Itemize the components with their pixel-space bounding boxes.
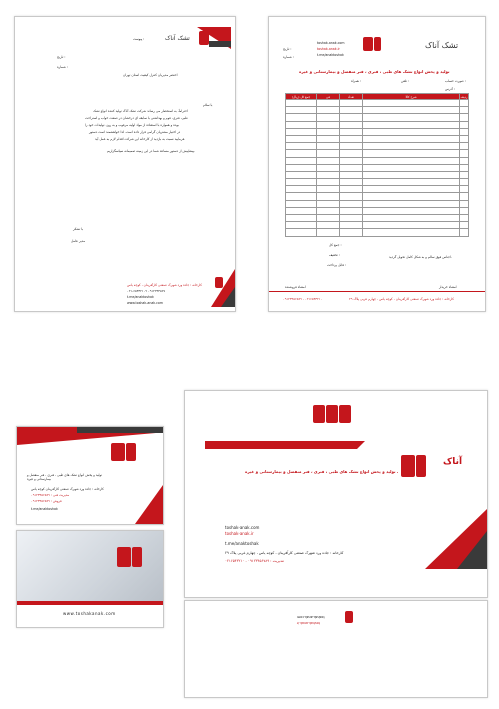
letterhead-logo — [199, 31, 209, 45]
logo-mark-icon — [401, 455, 415, 477]
invoice-table-cell — [340, 200, 363, 207]
letterhead-footer-address: کارخانه : جاده ورد شهرک صنعتی کارآفرینان ، کوچه یاس — [127, 283, 202, 287]
letterhead-brand: تشک آناک — [165, 35, 190, 42]
invoice-table-cell — [460, 207, 469, 214]
invoice-table-cell — [340, 100, 363, 107]
logo-mark-icon-2 — [126, 443, 136, 461]
card-front-address: کارخانه : جاده ورد شهرک صنعتی کارآفرینان کوچه یاس — [31, 487, 104, 491]
invoice-phone-label: تلفن : — [401, 79, 410, 83]
invoice-table-cell — [286, 100, 317, 107]
invoice-table-cell — [363, 135, 460, 142]
invoice-table-cell — [317, 207, 340, 214]
envelope-brand-mark: آناک — [443, 457, 463, 467]
invoice-table-cell — [340, 207, 363, 214]
invoice-table — [285, 93, 469, 237]
invoice-table-cell — [317, 121, 340, 128]
invoice-table-row — [286, 179, 469, 186]
invoice-table-cell — [460, 100, 469, 107]
invoice-address-label: آدرس : — [445, 87, 455, 91]
letterhead-number-label: شماره : — [57, 65, 68, 69]
envelope-phone: مدیریت : ۰۹۱۲۳۴۵۶۷۸۹ - ۰۲۱۶۵۴۳۲۱۰ — [225, 559, 284, 563]
envelope-sheet — [184, 390, 488, 598]
logo-mark-icon — [363, 37, 373, 51]
letterhead-body-5: فرمایید نسبت به بازدید از کارخانه این شرکت اقدام لازم به عمل آید. — [95, 137, 186, 141]
logo-mark-icon — [117, 547, 131, 567]
invoice-table-cell — [340, 193, 363, 200]
invoice-table-cell — [460, 200, 469, 207]
invoice-payable-label: قابل پرداخت : — [327, 263, 346, 267]
envelope-tagline: تولید و پخش انواع تشک های طبی ، فنری ، فنر منفصل و بیمارستانی و غیره . — [245, 469, 399, 474]
card-front-phone2: ۰۹۱۲۳۴۵۶۷۸۹ : فروش — [31, 499, 62, 503]
logo-mark-icon-2 — [326, 405, 338, 423]
invoice-table-cell — [363, 207, 460, 214]
invoice-table-cell — [286, 128, 317, 135]
invoice-table-cell — [340, 150, 363, 157]
invoice-table-cell — [340, 229, 363, 236]
letterhead-date-label: تاریخ : — [57, 55, 66, 59]
invoice-table-cell — [460, 128, 469, 135]
logo-mark-icon-3 — [339, 405, 351, 423]
invoice-table-cell — [363, 215, 460, 222]
invoice-website: toshak-anak.com — [317, 41, 345, 45]
invoice-table-cell — [363, 128, 460, 135]
invoice-table-row — [286, 135, 469, 142]
invoice-table-row — [286, 207, 469, 214]
envelope-back-website: toshak-anak.com — [297, 615, 325, 620]
invoice-footer-bar — [269, 291, 485, 292]
letterhead-footer-social: t.me/anaktoshak — [127, 295, 154, 299]
invoice-table-row — [286, 100, 469, 107]
invoice-discount-label: تخفیف : — [329, 253, 340, 257]
invoice-table-cell — [340, 157, 363, 164]
invoice-table-cell — [340, 179, 363, 186]
invoice-table-cell — [317, 193, 340, 200]
invoice-logo — [363, 37, 381, 51]
invoice-total-label: جمع کل : — [329, 243, 342, 247]
logo-mark-icon-2 — [374, 37, 381, 51]
logo-mark-icon — [313, 405, 325, 423]
letterhead-footer-logo — [215, 277, 223, 288]
invoice-table-cell — [460, 179, 469, 186]
invoice-table-row — [286, 186, 469, 193]
letterhead-footer-phone: ۰۲۱-۶۵۴۳۲۱۰۹ ۰۹۱۲۲۳۴۵۶۷ — [127, 289, 166, 293]
invoice-table-cell — [460, 135, 469, 142]
invoice-date-label: تاریخ : — [283, 47, 292, 51]
logo-mark-icon-2 — [416, 455, 426, 477]
card-front-logo — [111, 443, 136, 461]
letterhead-top-dark-bar — [209, 41, 231, 47]
invoice-table-cell — [317, 200, 340, 207]
envelope-red-band-left — [205, 441, 365, 449]
invoice-table-cell — [317, 135, 340, 142]
invoice-table-cell — [286, 222, 317, 229]
invoice-table-cell — [363, 229, 460, 236]
invoice-table-cell — [363, 193, 460, 200]
invoice-table-cell — [340, 121, 363, 128]
envelope-top-logo — [313, 405, 351, 423]
invoice-table-cell — [363, 186, 460, 193]
envelope-main-logo — [401, 455, 426, 477]
invoice-table-row — [286, 229, 469, 236]
letterhead-body-4: در اختیار مشتریان گرامی قرار داده است. لذا خواهشمند است دستور — [89, 130, 181, 134]
invoice-table-cell — [286, 135, 317, 142]
invoice-table-cell — [317, 107, 340, 114]
letterhead-sign-title: مدیر عامل — [71, 239, 86, 243]
invoice-table-cell — [286, 121, 317, 128]
invoice-table-cell — [317, 128, 340, 135]
invoice-sheet — [268, 16, 486, 312]
invoice-table-cell — [317, 171, 340, 178]
invoice-table-cell — [460, 193, 469, 200]
invoice-table-body — [286, 100, 469, 237]
invoice-table-cell — [317, 222, 340, 229]
invoice-table-cell — [286, 186, 317, 193]
letterhead-sheet — [14, 16, 236, 312]
invoice-table-cell — [317, 157, 340, 164]
invoice-table-cell — [286, 164, 317, 171]
col-row: ردیف — [460, 94, 468, 99]
invoice-table-cell — [363, 200, 460, 207]
invoice-table-cell — [317, 215, 340, 222]
card-front-social: t.me/anaktoshak — [31, 507, 58, 511]
invoice-table-row — [286, 215, 469, 222]
letterhead-body-1: احتراماً، به استحضار می رساند شرکت تشک آناک تولید کننده انواع تشک — [93, 109, 188, 113]
logo-mark-icon — [345, 611, 353, 623]
invoice-table-row — [286, 200, 469, 207]
envelope-address: کارخانه : جاده ورد شهرک صنعتی کارآفرینان ، کوچه یاس ، چهارم غربی پلاک ۲۹ — [225, 551, 344, 555]
invoice-table-cell — [286, 150, 317, 157]
invoice-table-cell — [340, 186, 363, 193]
invoice-table-cell — [460, 114, 469, 121]
letterhead-footer-web: www.toshak-anak.com — [127, 301, 163, 305]
card-front-tagline: تولید و پخش انواع تشک های طبی ، فنری ، فنر منفصل و بیمارستانی و غیره — [27, 473, 102, 482]
col-total: جمع کل (ریال) — [286, 94, 317, 100]
invoice-footer-phone: ۰۹۱۲۳۴۵۶۷۸۹ - ۰۲۱۶۵۴۳۲۱۰ — [283, 297, 323, 301]
col-qty: تعداد — [340, 94, 363, 100]
invoice-social: t.me/anaktoshak — [317, 53, 344, 57]
logo-mark-icon-2 — [132, 547, 142, 567]
invoice-table-cell — [363, 164, 460, 171]
invoice-table-cell — [460, 229, 469, 236]
invoice-table-cell — [363, 171, 460, 178]
invoice-table-cell — [340, 107, 363, 114]
invoice-table-cell — [340, 222, 363, 229]
invoice-table-cell — [363, 157, 460, 164]
invoice-table-cell — [363, 143, 460, 150]
invoice-table-row — [286, 171, 469, 178]
letterhead-recipient: احتضر مدیریان کنترل کیفیت استان تهران — [123, 73, 178, 77]
invoice-table-cell — [460, 150, 469, 157]
invoice-seller-sign: امضاء فروشنده — [285, 285, 306, 289]
card-back-logo — [117, 547, 142, 567]
invoice-table-cell — [363, 222, 460, 229]
letterhead-body-3: بوده و همواره با استفاده از مواد اولیه مرغوب و به روز، تولیدات خود را — [85, 123, 179, 127]
logo-mark-icon — [199, 31, 209, 45]
card-front-phone1: ۰۹۱۲۳۴۵۶۷۸۹ : مدیریت فنی — [31, 493, 70, 497]
logo-mark-icon — [111, 443, 125, 461]
letterhead-closing: پیشاپیش از دستور مساعد شما در این زمینه صمیمانه سپاسگزاریم. — [107, 149, 196, 153]
card-front-sheet — [16, 426, 164, 525]
invoice-table-cell — [286, 114, 317, 121]
invoice-table-cell — [317, 179, 340, 186]
invoice-table-row — [286, 150, 469, 157]
invoice-table-row — [286, 121, 469, 128]
card-back-red-band — [17, 601, 163, 605]
invoice-table-cell — [286, 215, 317, 222]
invoice-table-cell — [317, 143, 340, 150]
invoice-table-cell — [460, 107, 469, 114]
invoice-tagline: تولید و پخش انواع تشک های طبی ، فنری ، فنر منفصل و بیمارستانی و غیره — [299, 69, 450, 74]
card-front-bottom-red — [135, 485, 163, 524]
invoice-table-cell — [460, 143, 469, 150]
invoice-table-cell — [460, 171, 469, 178]
invoice-number-label: شماره : — [283, 55, 294, 59]
invoice-table-row — [286, 164, 469, 171]
invoice-table-row — [286, 107, 469, 114]
invoice-table-row — [286, 157, 469, 164]
invoice-table-cell — [317, 229, 340, 236]
invoice-table-cell — [286, 207, 317, 214]
invoice-table-cell — [317, 150, 340, 157]
envelope-social: t.me/anaktoshak — [225, 541, 259, 546]
invoice-website2: toshak-anak.ir — [317, 47, 340, 51]
invoice-table-cell — [317, 186, 340, 193]
invoice-buyer-sign: امضاء خریدار — [439, 285, 457, 289]
logo-mark-icon — [215, 277, 223, 288]
card-back-website: www.toshakanak.com — [63, 611, 116, 616]
invoice-table-cell — [286, 107, 317, 114]
invoice-table-cell — [363, 114, 460, 121]
invoice-table-row — [286, 193, 469, 200]
invoice-table-cell — [286, 193, 317, 200]
invoice-table-cell — [363, 150, 460, 157]
envelope-website: toshak-anak.com — [225, 525, 260, 530]
envelope-website2: toshak-anak.ir — [225, 531, 254, 536]
invoice-table-cell — [340, 143, 363, 150]
invoice-table-cell — [286, 229, 317, 236]
col-fee: فی — [317, 94, 340, 100]
invoice-buyer-label: صورت حساب : — [445, 79, 466, 83]
invoice-table-cell — [317, 114, 340, 121]
invoice-table-cell — [363, 121, 460, 128]
card-back-sheet — [16, 530, 164, 628]
invoice-table-cell — [340, 164, 363, 171]
invoice-table-cell — [363, 179, 460, 186]
invoice-table-cell — [286, 171, 317, 178]
invoice-table-cell — [286, 200, 317, 207]
invoice-note: اجناس فوق سالم و به شکل کامل تحویل گردید. — [389, 255, 452, 259]
letterhead-greeting: با سلام — [203, 103, 213, 107]
invoice-table-cell — [340, 114, 363, 121]
col-desc: شرح کالا — [363, 94, 460, 100]
invoice-table-cell — [460, 215, 469, 222]
letterhead-body-2: طبی، فنری، فوم و بهداشتی با سابقه ای درخشان در صنعت خواب و استراحت — [85, 116, 188, 120]
invoice-brand: تشک آناک — [425, 41, 459, 50]
invoice-table-row — [286, 128, 469, 135]
invoice-table-cell — [286, 157, 317, 164]
invoice-table-cell — [340, 215, 363, 222]
invoice-table-cell — [460, 164, 469, 171]
invoice-table-row — [286, 143, 469, 150]
envelope-back-website2: toshak-anak.ir — [297, 621, 320, 626]
invoice-table-cell — [460, 121, 469, 128]
invoice-table-cell — [286, 143, 317, 150]
invoice-footer-address: کارخانه : جاده ورد شهرک صنعتی کارآفرینان ، کوچه یاس ، چهارم غربی پلاک ۲۹ — [349, 297, 454, 301]
letterhead-sign-thanks: با تشکر — [73, 227, 84, 231]
invoice-table-cell — [340, 135, 363, 142]
envelope-back-logo — [345, 611, 353, 623]
invoice-table-cell — [286, 179, 317, 186]
invoice-table-cell — [460, 186, 469, 193]
invoice-table-cell — [317, 164, 340, 171]
invoice-table-row — [286, 114, 469, 121]
invoice-table-cell — [317, 100, 340, 107]
invoice-table-row — [286, 222, 469, 229]
invoice-table-cell — [340, 128, 363, 135]
letterhead-attachment-label: پیوست : — [133, 37, 145, 41]
invoice-table-cell — [460, 222, 469, 229]
card-front-dark-band — [77, 427, 163, 433]
invoice-table-cell — [363, 100, 460, 107]
invoice-mobile-label: همراه : — [351, 79, 361, 83]
envelope-back-sheet — [184, 600, 488, 698]
invoice-table-cell — [363, 107, 460, 114]
invoice-table-cell — [340, 171, 363, 178]
invoice-table-cell — [460, 157, 469, 164]
